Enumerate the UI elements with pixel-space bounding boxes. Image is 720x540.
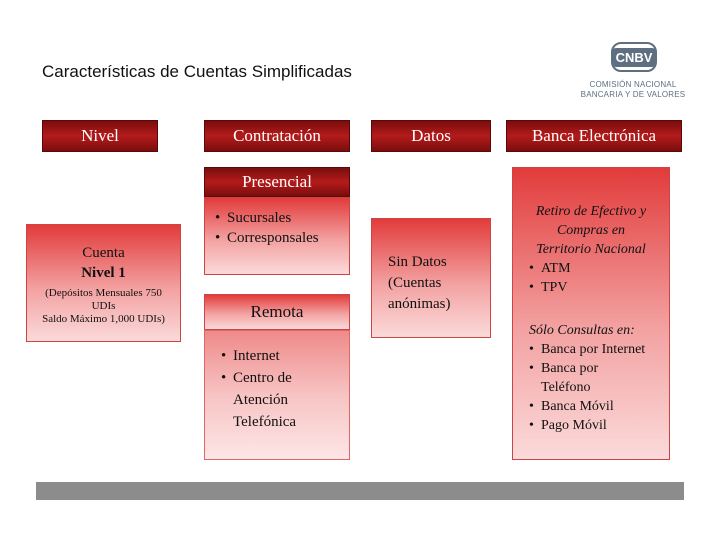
- header-datos: Datos: [371, 120, 491, 152]
- list-item: Atención: [233, 392, 288, 408]
- list-item: • Corresponsales: [215, 230, 319, 246]
- datos-line-1: Sin Datos: [388, 254, 447, 270]
- retiro-line-3: Territorio Nacional: [536, 242, 646, 257]
- datos-line-2: (Cuentas: [388, 275, 442, 291]
- nivel-detail-3: Saldo Máximo 1,000 UDIs): [42, 313, 165, 325]
- list-item: • Banca Móvil: [529, 399, 614, 414]
- datos-line-3: anónimas): [388, 296, 451, 312]
- cnbv-logo-text: [578, 80, 688, 100]
- cnbv-logo: [611, 42, 657, 72]
- nivel-line-2: Nivel 1: [81, 265, 126, 281]
- remota-box: [204, 330, 350, 460]
- logo-line-2: BANCARIA Y DE VALORES: [580, 90, 686, 99]
- header-contratacion: Contratación: [204, 120, 350, 152]
- nivel-line-1: Cuenta: [82, 245, 125, 261]
- list-item: • Banca por: [529, 361, 599, 376]
- presencial-label: Presencial: [204, 167, 350, 197]
- consultas-list: [527, 340, 669, 435]
- datos-box: [371, 218, 491, 338]
- remota-list: [219, 345, 349, 433]
- presencial-list: [213, 208, 349, 248]
- header-nivel: Nivel: [42, 120, 158, 152]
- footer-bar: [36, 482, 684, 500]
- nivel-box: [26, 224, 181, 342]
- list-item: • ATM: [529, 261, 571, 276]
- list-item: • Sucursales: [215, 210, 292, 226]
- retiro-line-2: Compras en: [556, 223, 626, 238]
- list-item: • TPV: [529, 280, 568, 295]
- cnbv-logo-mark: CNBV: [612, 48, 657, 67]
- page-title: Características de Cuentas Simplificadas: [42, 62, 352, 81]
- presencial-box: [204, 197, 350, 275]
- list-item: • Banca por Internet: [529, 342, 646, 357]
- header-banca-electronica: Banca Electrónica: [506, 120, 682, 152]
- list-item: • Pago Móvil: [529, 418, 607, 433]
- banca-box: [512, 167, 670, 460]
- logo-line-1: COMISIÓN NACIONAL: [589, 80, 677, 89]
- retiro-line-1: Retiro de Efectivo y: [535, 204, 647, 219]
- nivel-detail-1: (Depósitos Mensuales 750: [45, 287, 162, 299]
- nivel-detail-2: UDIs: [91, 300, 116, 312]
- retiro-list: [527, 259, 669, 297]
- list-item: Telefónica: [233, 414, 297, 430]
- list-item: Teléfono: [541, 380, 591, 395]
- remota-label: Remota: [204, 294, 350, 330]
- consultas-label: Sólo Consultas en:: [529, 323, 635, 338]
- list-item: • Centro de: [221, 370, 292, 386]
- list-item: • Internet: [221, 348, 280, 364]
